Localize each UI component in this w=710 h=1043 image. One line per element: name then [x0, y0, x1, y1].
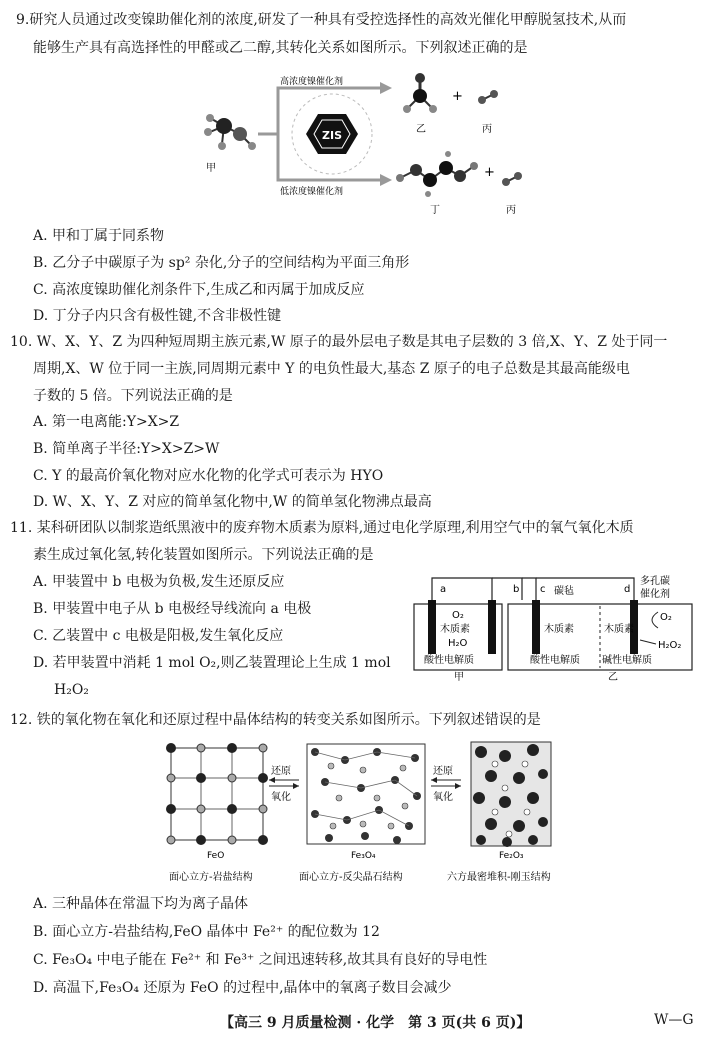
- svg-text:还原: 还原: [433, 766, 453, 777]
- label-bing-bottom: 丙: [506, 205, 516, 216]
- q11-option-b: B. 甲装置中电子从 b 电极经导线流向 a 电极: [33, 601, 312, 617]
- svg-text:氧化: 氧化: [433, 792, 453, 803]
- svg-text:酸性电解质: 酸性电解质: [530, 655, 580, 666]
- svg-text:H₂O₂: H₂O₂: [658, 640, 682, 651]
- ethylene-glycol-molecule: [396, 151, 478, 197]
- hydrogen-molecule-top: [478, 90, 498, 104]
- low-conc-label: 低浓度镍催化剂: [280, 187, 344, 197]
- svg-text:d: d: [624, 584, 631, 595]
- svg-text:+: +: [484, 165, 495, 180]
- q11-option-d: D. 若甲装置中消耗 1 mol O₂,则乙装置理论上生成 1 mol: [33, 655, 391, 671]
- svg-text:c: c: [540, 584, 546, 595]
- svg-text:O₂: O₂: [452, 610, 464, 621]
- q11-option-d-cont: H₂O₂: [54, 682, 89, 698]
- svg-text:木质素: 木质素: [440, 624, 470, 635]
- q10-option-c: C. Y 的最高价氧化物对应水化物的化学式可表示为 HYO: [33, 468, 384, 484]
- svg-text:氧化: 氧化: [271, 792, 291, 803]
- q10-stem-line3: 子数的 5 倍。下列说法正确的是: [33, 388, 233, 404]
- svg-text:H₂O: H₂O: [448, 638, 468, 649]
- q9-stem-line1: 9.研究人员通过改变镍助催化剂的浓度,研发了一种具有受控选择性的高效光催化甲醇脱氢技术,从而: [16, 12, 627, 28]
- svg-text:多孔碳: 多孔碳: [640, 576, 670, 587]
- q12-figure: [165, 740, 585, 890]
- q9-option-d: D. 丁分子内只含有极性键,不含非极性键: [33, 308, 282, 324]
- hydrogen-molecule-bottom: [502, 172, 522, 186]
- q10-option-a: A. 第一电离能:Y>X>Z: [33, 414, 180, 430]
- svg-text:Fe₃O₄: Fe₃O₄: [351, 851, 376, 861]
- q12-option-c: C. Fe₃O₄ 中电子能在 Fe²⁺ 和 Fe³⁺ 之间迅速转移,故其具有良好的导电性: [33, 952, 488, 968]
- q10-stem-line1: 10. W、X、Y、Z 为四种短周期主族元素,W 原子的最外层电子数是其电子层数的 3 倍,X、Y、Z 处于同一: [10, 334, 668, 350]
- svg-text:ZIS: ZIS: [322, 129, 342, 142]
- q11-option-a: A. 甲装置中 b 电极为负极,发生还原反应: [33, 574, 285, 590]
- svg-text:还原: 还原: [271, 766, 291, 777]
- q12-option-a: A. 三种晶体在常温下均为离子晶体: [33, 896, 249, 912]
- feo-crystal: [166, 743, 268, 845]
- svg-text:面心立方-反尖晶石结构: 面心立方-反尖晶石结构: [299, 872, 403, 883]
- svg-text:碳毡: 碳毡: [554, 586, 574, 597]
- svg-text:Fe₂O₃: Fe₂O₃: [499, 851, 524, 861]
- footer-code: W—G: [654, 1012, 694, 1028]
- q9-figure: [180, 70, 540, 220]
- q9-option-b: B. 乙分子中碳原子为 sp² 杂化,分子的空间结构为平面三角形: [33, 255, 410, 271]
- svg-text:+: +: [452, 89, 463, 104]
- high-conc-label: 高浓度镍催化剂: [280, 77, 344, 87]
- q10-option-b: B. 简单离子半径:Y>X>Z>W: [33, 441, 220, 457]
- svg-text:木质素: 木质素: [544, 624, 574, 635]
- methanol-molecule: [204, 114, 256, 150]
- svg-text:b: b: [513, 584, 520, 595]
- label-yi: 乙: [416, 124, 426, 135]
- q11-stem-line2: 素生成过氧化氢,转化装置如图所示。下列说法正确的是: [33, 547, 374, 563]
- formaldehyde-molecule: [403, 73, 437, 113]
- svg-text:乙: 乙: [608, 672, 618, 682]
- q12-option-b: B. 面心立方-岩盐结构,FeO 晶体中 Fe²⁺ 的配位数为 12: [33, 924, 380, 940]
- q10-stem-line2: 周期,X、W 位于同一主族,同周期元素中 Y 的电负性最大,基态 Z 原子的电子总数是其最高能级电: [33, 361, 630, 377]
- svg-text:a: a: [440, 584, 447, 595]
- svg-text:酸性电解质: 酸性电解质: [424, 655, 474, 666]
- label-bing-top: 丙: [482, 124, 492, 135]
- zis-catalyst: [292, 94, 372, 174]
- svg-text:催化剂: 催化剂: [640, 589, 670, 600]
- svg-text:O₂: O₂: [660, 612, 672, 623]
- q11-stem-line1: 11. 某科研团队以制浆造纸黑液中的废弃物木质素为原料,通过电化学原理,利用空气中的氧气氧化木质: [10, 520, 634, 536]
- svg-text:碱性电解质: 碱性电解质: [602, 655, 652, 666]
- svg-text:FeO: FeO: [207, 851, 225, 861]
- label-jia: 甲: [206, 163, 216, 174]
- svg-text:木质素: 木质素: [604, 624, 634, 635]
- q12-option-d: D. 高温下,Fe₃O₄ 还原为 FeO 的过程中,晶体中的氧离子数目会减少: [33, 980, 452, 996]
- label-ding: 丁: [430, 205, 440, 216]
- q9-option-c: C. 高浓度镍助催化剂条件下,生成乙和丙属于加成反应: [33, 282, 365, 298]
- fe2o3-crystal: [471, 742, 551, 847]
- q12-stem: 12. 铁的氧化物在氧化和还原过程中晶体结构的转变关系如图所示。下列叙述错误的是: [10, 712, 541, 728]
- svg-text:六方最密堆积-刚玉结构: 六方最密堆积-刚玉结构: [447, 872, 551, 883]
- q11-option-c: C. 乙装置中 c 电极是阳极,发生氧化反应: [33, 628, 284, 644]
- fe3o4-crystal: [307, 744, 425, 844]
- svg-text:面心立方-岩盐结构: 面心立方-岩盐结构: [169, 872, 253, 883]
- q9-option-a: A. 甲和丁属于同系物: [33, 228, 165, 244]
- svg-text:甲: 甲: [454, 672, 464, 682]
- page-footer: [0, 1012, 710, 1034]
- q9-stem-line2: 能够生产具有高选择性的甲醛或乙二醇,其转化关系如图所示。下列叙述正确的是: [33, 40, 528, 56]
- footer-text: 【高三 9 月质量检测 · 化学 第 3 页(共 6 页)】: [220, 1015, 531, 1031]
- q10-option-d: D. W、X、Y、Z 对应的简单氢化物中,W 的简单氢化物沸点最高: [33, 494, 432, 510]
- q11-figure: [412, 570, 702, 682]
